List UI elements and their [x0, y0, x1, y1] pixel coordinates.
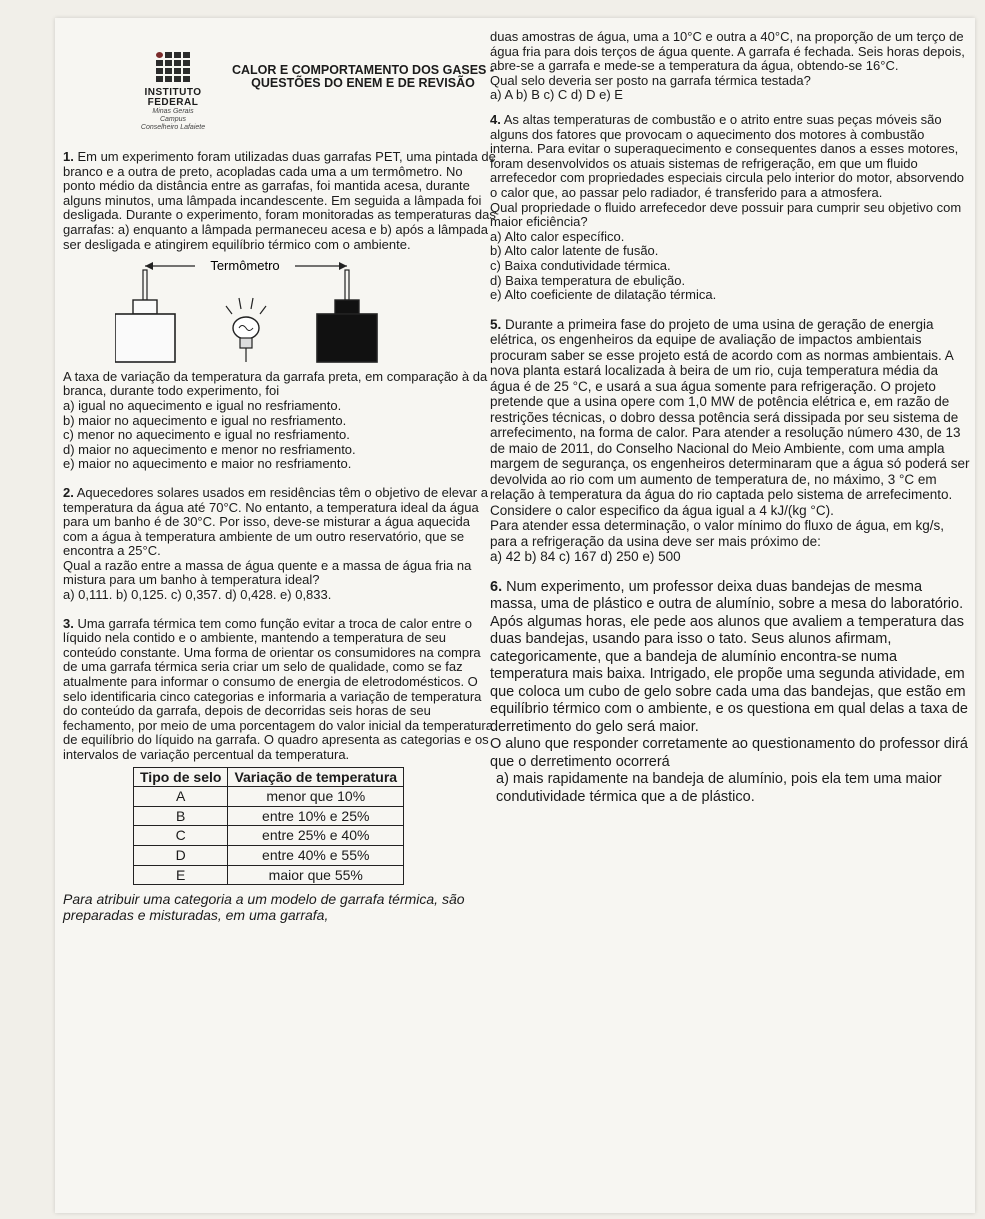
logo-name: INSTITUTO FEDERAL — [144, 87, 202, 108]
question-6 — [490, 579, 970, 807]
option-d[interactable]: d) maior no aquecimento e menor no resfriamento. — [63, 441, 356, 457]
table-cell: menor que 10% — [228, 787, 404, 807]
question-text: Num experimento, um professor deixa duas bandejas de mesma massa, uma de plástico e outra de alumínio, sobre a mesa do laboratório. Após algumas horas, ele pede aos alunos que avaliem a temperatura das duas bandejas, usando para isso o tato. Seus alunos afirmam, categoricamente, que a bandeja de alumínio encontra-se numa temperatura mais baixa. Intrigado, ele propõe uma segunda atividade, em que coloca um cubo de gelo sobre cada uma das bandejas, que estão em equilíbrio térmico com o ambiente, e os questiona em qual delas a taxa de derretimento do gelo será maior. — [490, 578, 968, 735]
question-2 — [63, 486, 496, 603]
question-stem: O aluno que responder corretamente ao questionamento do professor dirá que o derretimento ocorrerá — [490, 736, 968, 770]
option-e[interactable]: e) Alto coeficiente de dilatação térmica. — [490, 287, 717, 303]
table-cell: entre 25% e 40% — [228, 826, 404, 846]
table-cell: E — [134, 865, 228, 885]
table-cell: A — [134, 787, 228, 807]
black-bottle — [317, 314, 377, 362]
question-number: 3. — [63, 615, 74, 631]
question-text: Uma garrafa térmica tem como função evitar a troca de calor entre o líquido nela contido e o ambiente, mantendo a temperatura de seu conteúdo constante. Uma forma de orientar os consumidores na compra de uma garrafa térmica seria criar um selo de qualidade, como se faz atualmente para informar o consumo de energia de eletrodomésticos. O selo identificaria cinco categorias e informaria a variação de temperatura do conteúdo da garrafa, depois de decorridas seis horas de seu fechamento, por meio de uma porcentagem do valor inicial da temperatura de equilíbrio do líquido na garrafa. O quadro apresenta as categorias e os intervalos de variação percentual da temperatura. — [63, 615, 493, 762]
question-stem: A taxa de variação da temperatura da garrafa preta, em comparação à da branca, durante todo experimento, foi — [63, 368, 488, 399]
white-bottle — [115, 314, 175, 362]
options-line[interactable]: a) 0,111. b) 0,125. c) 0,357. d) 0,428. e) 0,833. — [63, 587, 332, 603]
institute-logo — [118, 52, 228, 132]
option-a[interactable]: a) igual no aquecimento e igual no resfriamento. — [63, 397, 342, 413]
table-cell: entre 10% e 25% — [228, 806, 404, 826]
table-cell: entre 40% e 55% — [228, 845, 404, 865]
table-header: Tipo de selo — [134, 767, 228, 787]
option-c[interactable]: c) menor no aquecimento e igual no resfriamento. — [63, 427, 350, 443]
question-number: 5. — [490, 316, 502, 332]
question-5 — [490, 317, 970, 565]
question-text-continued: duas amostras de água, uma a 10°C e outra a 40°C, na proporção de um terço de água fria para dois terços de água quente. A garrafa é fechada. Seis horas depois, abre-se a garrafa e mede-se a temperatura da água, obtendo-se 16°C. — [490, 29, 965, 74]
table-row — [134, 845, 404, 865]
page-title: CALOR E COMPORTAMENTO DOS GASES - QUESTÕES DO ENEM E DE REVISÃO — [231, 63, 495, 90]
logo-grid-icon — [156, 52, 190, 82]
option-c[interactable]: c) Baixa condutividade térmica. — [490, 257, 671, 273]
logo-sub-2: Campus — [159, 116, 187, 123]
question-text: Em um experimento foram utilizadas duas garrafas PET, uma pintada de branco e a outra de preto, acopladas cada uma a um termômetro. No ponto médio da distância entre as garrafas, foi mantida acesa, durante alguns minutos, uma lâmpada incandescente. Em seguida a lâmpada foi desligada. Durante o experimento, foram monitoradas as temperaturas das garrafas: a) enquanto a lâmpada permaneceu acesa e b) após a lâmpada ser desligada e atingirem equilíbrio térmico com o ambiente. — [63, 149, 496, 252]
question-3 — [63, 617, 496, 924]
question-number: 1. — [63, 149, 74, 164]
options-line[interactable]: a) 42 b) 84 c) 167 d) 250 e) 500 — [490, 549, 681, 565]
option-d[interactable]: d) Baixa temperatura de ebulição. — [490, 272, 686, 288]
question-stem: Qual propriedade o fluido arrefecedor deve possuir para cumprir seu objetivo com maior eficiência? — [490, 199, 962, 230]
table-row — [134, 806, 404, 826]
seal-table — [133, 767, 404, 886]
table-cell: B — [134, 806, 228, 826]
question-number: 2. — [63, 484, 74, 500]
thermometer-label: Termômetro — [210, 258, 280, 274]
table-row — [134, 826, 404, 846]
question-3-continued — [490, 30, 970, 103]
option-a[interactable]: a) mais rapidamente na bandeja de alumínio, pois ela tem uma maior condutividade térmica que a de plástico. — [496, 771, 942, 805]
question-1 — [63, 150, 496, 472]
question-number: 6. — [490, 578, 503, 595]
option-b[interactable]: b) maior no aquecimento e igual no resfriamento. — [63, 412, 347, 428]
question-text: As altas temperaturas de combustão e o atrito entre suas peças móveis são alguns dos fatores que provocam o aquecimento dos motores à combustão interna. Para evitar o superaquecimento e consequentes danos a esses motores, foram desenvolvidos os atuais sistemas de refrigeração, em que um fluido arrefecedor com propriedades especiais circula pelo interior do motor, absorvendo o calor que, ao passar pelo radiador, é transferido para a atmosfera. — [490, 111, 965, 200]
question-number: 4. — [490, 111, 501, 127]
table-header: Variação de temperatura — [228, 767, 404, 787]
question-stem: Para atender essa determinação, o valor mínimo do fluxo de água, em kg/s, para a refrigeração da usina deve ser mais próximo de: — [490, 518, 944, 549]
table-cell: D — [134, 845, 228, 865]
option-b[interactable]: b) Alto calor latente de fusão. — [490, 243, 659, 259]
options-line[interactable]: a) A b) B c) C d) D e) E — [490, 87, 623, 103]
experiment-diagram — [115, 254, 415, 364]
lamp-icon — [226, 298, 266, 362]
table-cell: C — [134, 826, 228, 846]
question-text: Durante a primeira fase do projeto de uma usina de geração de energia elétrica, os engenheiros da equipe de avaliação de impactos ambientais procuram saber se esse projeto está de acordo com as normas ambientais. A nova planta estará localizada à beira de um rio, cuja temperatura média da água é de 25 °C, e usará a sua água somente para refrigeração. O projeto pretende que a usina opere com 1,0 MW de potência elétrica e, em razão de restrições técnicas, o dobro dessa potência será dissipada por seu sistema de arrefecimento, na forma de calor. Para atender a resolução número 430, de 13 de maio de 2011, do Conselho Nacional do Meio Ambiente, com uma ampla margem de segurança, os engenheiros determinaram que a água só poderá ser devolvida ao rio com um aumento de temperatura de, no máximo, 3 °C em relação à temperatura da água do rio captada pelo sistema de arrefecimento. Considere o calor especifico da água igual a 4 kJ/(kg °C). — [490, 316, 970, 518]
question-text: Aquecedores solares usados em residências têm o objetivo de elevar a temperatura da água até 70°C. No entanto, a temperatura ideal da água para um banho é de 30°C. Por isso, deve-se misturar a água aquecida com a água à temperatura ambiente de um outro reservatório, que se encontra a 25°C. — [63, 484, 488, 559]
table-cell: maior que 55% — [228, 865, 404, 885]
logo-sub-1: Minas Gerais — [152, 108, 194, 115]
option-a[interactable]: a) Alto calor específico. — [490, 228, 625, 244]
table-row — [134, 787, 404, 807]
question-text-continued: Para atribuir uma categoria a um modelo de garrafa térmica, são preparadas e misturadas, em uma garrafa, — [63, 891, 465, 924]
left-column — [63, 150, 496, 923]
logo-sub-3: Conselheiro Lafaiete — [140, 124, 206, 131]
option-e[interactable]: e) maior no aquecimento e maior no resfriamento. — [63, 456, 352, 472]
question-4 — [490, 113, 970, 303]
question-stem: Qual a razão entre a massa de água quente e a massa de água fria na mistura para um banho à temperatura ideal? — [63, 557, 472, 588]
right-column — [490, 30, 970, 806]
question-stem: Qual selo deveria ser posto na garrafa térmica testada? — [490, 72, 811, 88]
table-row — [134, 865, 404, 885]
